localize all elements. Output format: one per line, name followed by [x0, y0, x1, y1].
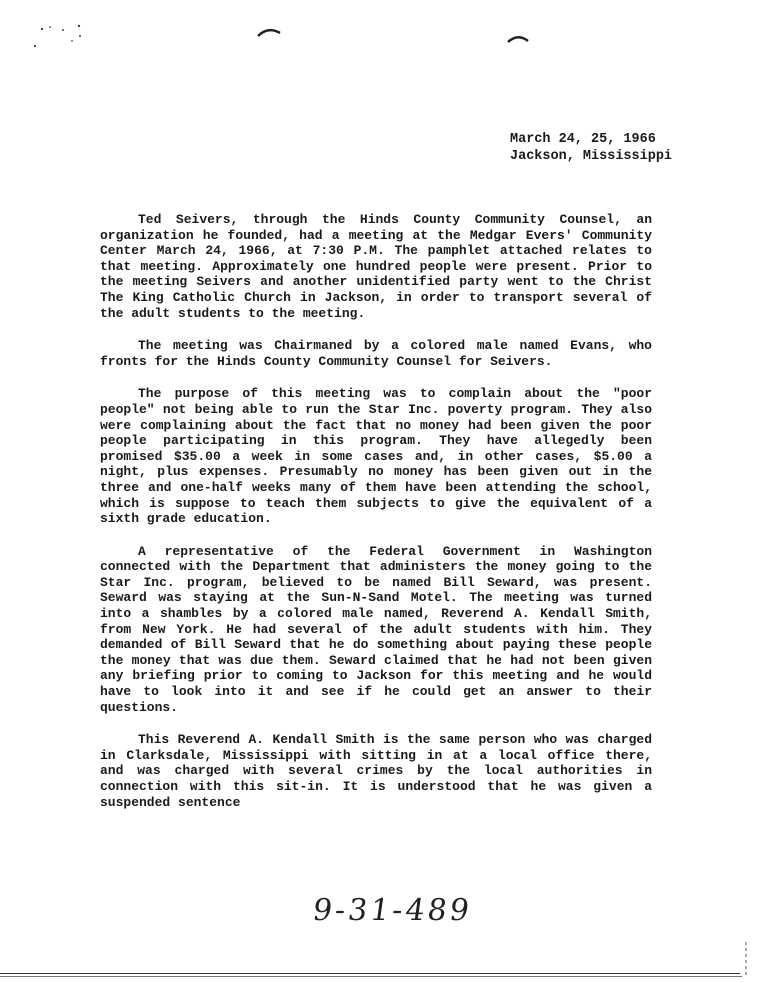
handwritten-file-number: 9-31-489	[310, 893, 475, 928]
paragraph-1: Ted Seivers, through the Hinds County Community Counsel, an organization he founded, had a meeting at the Medgar Evers' Community Center March 24, 1966, at 7:30 P.M. The pamphlet attached relates to that meeting. Approximately one hundred people were present. Prior to the meeting Seivers and another unidentified party went to the Christ The King Catholic Church in Jackson, in order to transport several of the adult students to the meeting.	[100, 212, 652, 321]
paragraph-4: A representative of the Federal Government in Washington connected with the Department that administers the money going to the Star Inc. program, believed to be named Bill Seward, was present. Seward was staying at the Sun-N-Sand Motel. The meeting was turned into a shambles by a colored male named, Reverend A. Kendall Smith, from New York. He had several of the adult students with him. They demanded of Bill Seward that he do something about paying these people the money that was due them. Seward claimed that he had not been given any briefing prior to coming to Jackson for this meeting and he would have to look into it and see if he could get an answer to their questions.	[100, 543, 652, 715]
bottom-rule	[0, 973, 740, 974]
date-line: March 24, 25, 1966	[510, 132, 656, 147]
paragraph-2: The meeting was Chairmaned by a colored male named Evans, who fronts for the Hinds County Community Counsel for Seivers.	[100, 338, 652, 369]
paragraph-5: This Reverend A. Kendall Smith is the same person who was charged in Clarksdale, Mississippi with sitting in at a local office there, and was charged with several crimes by the local authorities in connection with this sit-in. It is understood that he was given a suspended sentence	[100, 732, 652, 810]
bottom-rule-shadow	[0, 976, 742, 977]
date-block	[510, 131, 672, 165]
paragraph-3: The purpose of this meeting was to complain about the "poor people" not being able to run the Star Inc. poverty program. They also were complaining about the fact that no money had been given the poor people participating in this program. They have allegedly been promised $35.00 a week in some cases and, in other cases, $5.00 a night, plus expenses. Presumably no money has been given out in the three and one-half weeks many of them have been attending the school, which is suppose to teach them subjects to give the equivalent of a sixth grade education.	[100, 386, 652, 527]
scan-marks	[0, 0, 763, 90]
edge-mark	[742, 940, 762, 980]
report-body	[100, 212, 652, 827]
place-line: Jackson, Mississippi	[510, 149, 673, 164]
